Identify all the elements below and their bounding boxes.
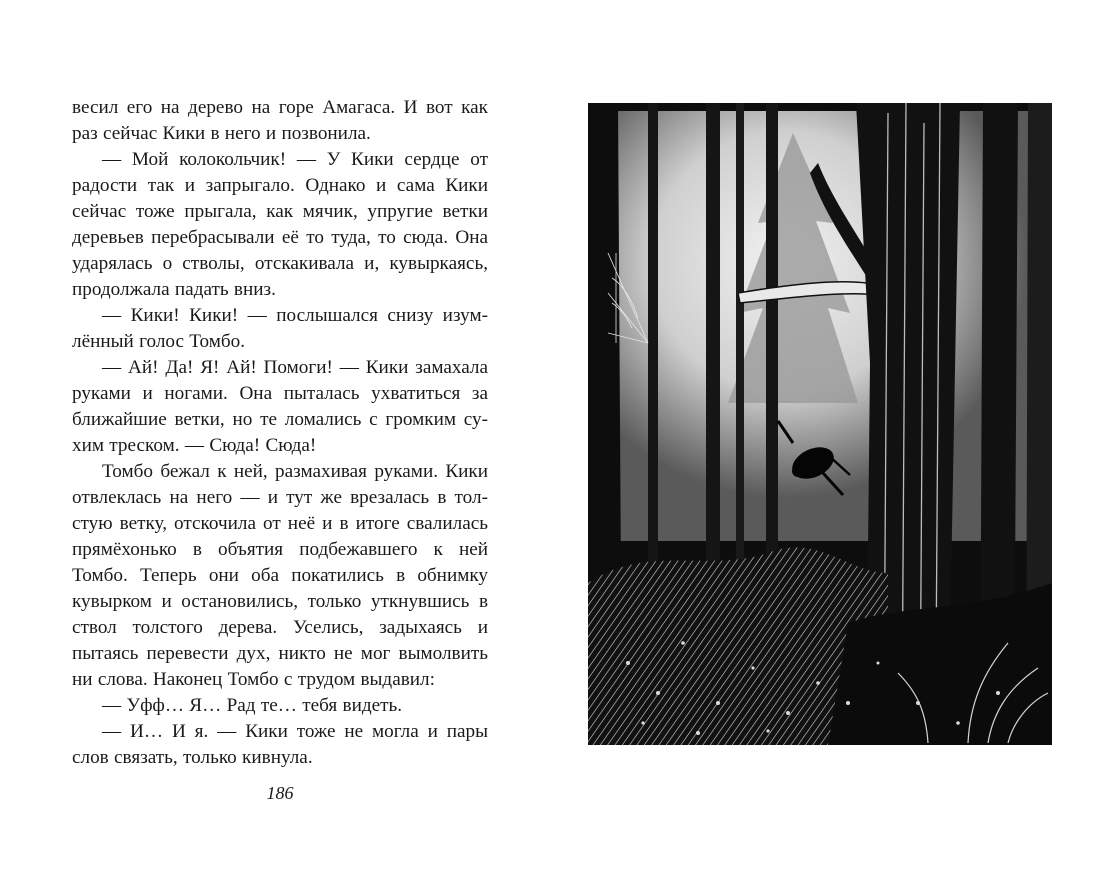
paragraph-7: — И… И я. — Кики тоже не могла и пары слов связать, только кивнула.	[72, 721, 488, 768]
paragraph-6: — Уфф… Я… Рад те… тебя видеть.	[102, 695, 403, 716]
paragraph-4: — Ай! Да! Я! Ай! Помоги! — Кики замахала руками и ногами. Она пыталась ухватиться за ближайшие ветки, но те ломались с громким сухим треском. — Сюда! Сюда!	[72, 357, 488, 456]
left-page	[72, 95, 488, 771]
tree-trunk-thin	[736, 103, 744, 583]
paragraph-5: Томбо бежал к ней, размахивая руками. Кики отвлеклась на него — и тут же врезалась в толстую ветку, отскочила от неё и в итоге свалилась прямёхонько в объятия подбежавшего к ней Томбо. Теперь они оба покатились в обнимку кувырком и остановились, только уткнувшись в ствол толстого дерева. Уселись, задыхаясь и пытаясь перевести дух, никто не мог вымолвить ни слова. Наконец Томбо с трудом выдавил:	[72, 461, 488, 690]
paragraph-3: — Кики! Кики! — послышался снизу изумлённый голос Томбо.	[72, 305, 488, 352]
tree-trunk-thin	[648, 103, 658, 623]
paragraph-2: — Мой колокольчик! — У Кики сердце от радости так и запрыгало. Однако и сама Кики сейчас тоже прыгала, как мячик, упругие ветки деревьев перебрасывали её то туда, то сюда. Она ударялась о стволы, отскакивала и, кувыркаясь, продолжала падать вниз.	[72, 149, 488, 300]
tree-trunk-thin	[766, 103, 778, 623]
page-number: 186	[266, 783, 294, 803]
forest-woodcut-illustration	[588, 103, 1052, 745]
forest-illustration-svg	[588, 103, 1052, 745]
paragraph-1: весил его на дерево на горе Амагаса. И вот как раз сейчас Кики в него и позвонила.	[72, 97, 488, 144]
